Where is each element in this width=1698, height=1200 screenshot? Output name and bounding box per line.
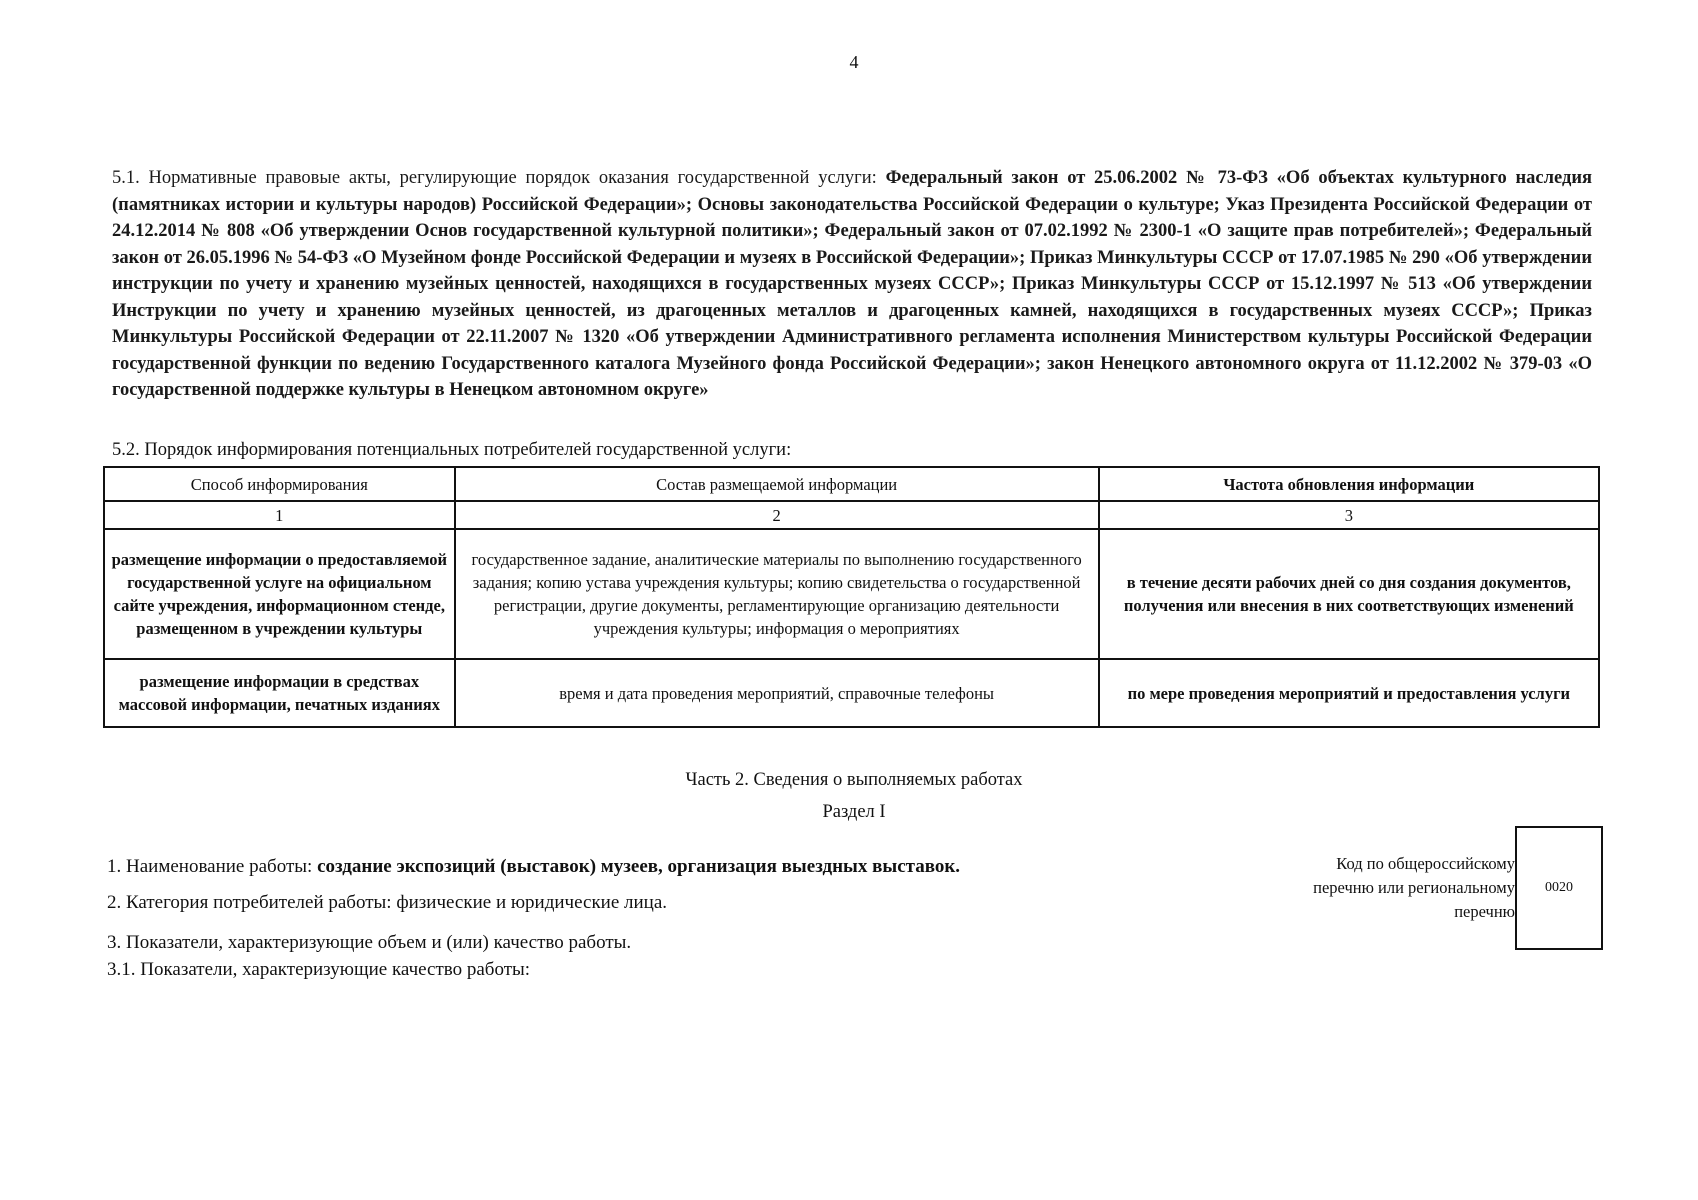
cell-method: размещение информации в средствах массовой информации, печатных изданиях (104, 659, 455, 727)
normative-acts-label: 5.1. Нормативные правовые акты, регулирующие порядок оказания государственной услуги: (112, 168, 877, 188)
header-method: Способ информирования (104, 467, 455, 501)
work-name-value: создание экспозиций (выставок) музеев, организация выездных выставок. (317, 856, 961, 877)
work-category-line: 2. Категория потребителей работы: физические и юридические лица. (107, 892, 668, 913)
column-number: 2 (455, 501, 1099, 529)
work-indicators-line: 3. Показатели, характеризующие объем и (или) качество работы. (107, 932, 632, 953)
table-row (104, 529, 1599, 659)
work-name-line (107, 856, 960, 878)
page-number: 4 (849, 52, 859, 72)
cell-content: государственное задание, аналитические материалы по выполнению государственного задания; копию устава учреждения культуры; копию свидетельства о государственной регистрации, другие документы, регламентирующие организацию деятельности учреждения культуры; информация о мероприятиях (455, 529, 1099, 659)
header-content: Состав размещаемой информации (455, 467, 1099, 501)
part-title: Часть 2. Сведения о выполняемых работах (685, 770, 1023, 790)
cell-method: размещение информации о предоставляемой государственной услуге на официальном сайте учреждения, информационном стенде, размещенном в учреждении культуры (104, 529, 455, 659)
column-number: 1 (104, 501, 455, 529)
code-label: Код по общероссийскому перечню или региональному перечню (1313, 854, 1515, 921)
cell-content: время и дата проведения мероприятий, справочные телефоны (455, 659, 1099, 727)
normative-acts-paragraph (112, 165, 1592, 404)
header-frequency: Частота обновления информации (1099, 467, 1599, 501)
cell-frequency: в течение десяти рабочих дней со дня создания документов, получения или внесения в них соответствующих изменений (1099, 529, 1599, 659)
code-box (1515, 826, 1603, 950)
column-number: 3 (1099, 501, 1599, 529)
inform-table (103, 466, 1600, 728)
inform-heading: 5.2. Порядок информирования потенциальных потребителей государственной услуги: (112, 440, 792, 460)
normative-acts-text: Федеральный закон от 25.06.2002 № 73-ФЗ «Об объектах культурного наследия (памятниках истории и культуры народов) Российской Федерации»; Основы законодательства Российской Федерации о культуре; Указ Президента Российской Федерации от 24.12.2014 № 808 «Об утверждении Основ государственной культурной политики»; Федеральный закон от 07.02.1992 № 2300-1 «О защите прав потребителей»; Федеральный закон от 26.05.1996 № 54-ФЗ «О Музейном фонде Российской Федерации и музеях в Российской Федерации»; Приказ Минкультуры СССР от 17.07.1985 № 290 «Об утверждении инструкции по учету и хранению музейных ценностей, находящихся в государственных музеях СССР»; Приказ Минкультуры СССР от 15.12.1997 № 513 «Об утверждении Инструкции по учету и хранению музейных ценностей, из драгоценных металлов и драгоценных камней, находящихся в государственных музеях СССР»; Приказ Минкультуры Российской Федерации от 22.11.2007 № 1320 «Об утверждении Административного регламента исполнения Министерством культуры Российской Федерации государственной функции по ведению Государственного каталога Музейного фонда Российской Федерации»; закон Ненецкого автономного округа от 11.12.2002 № 379-03 «О государственной поддержке культуры в Ненецком автономном округе» (112, 168, 1593, 400)
table-row (104, 659, 1599, 727)
cell-frequency: по мере проведения мероприятий и предоставления услуги (1099, 659, 1599, 727)
table-number-row (104, 501, 1599, 529)
work-quality-line: 3.1. Показатели, характеризующие качество работы: (107, 959, 531, 980)
work-name-label: 1. Наименование работы: (107, 856, 313, 877)
code-value: 0020 (1545, 880, 1573, 895)
section-title: Раздел I (822, 802, 886, 822)
table-header-row (104, 467, 1599, 501)
